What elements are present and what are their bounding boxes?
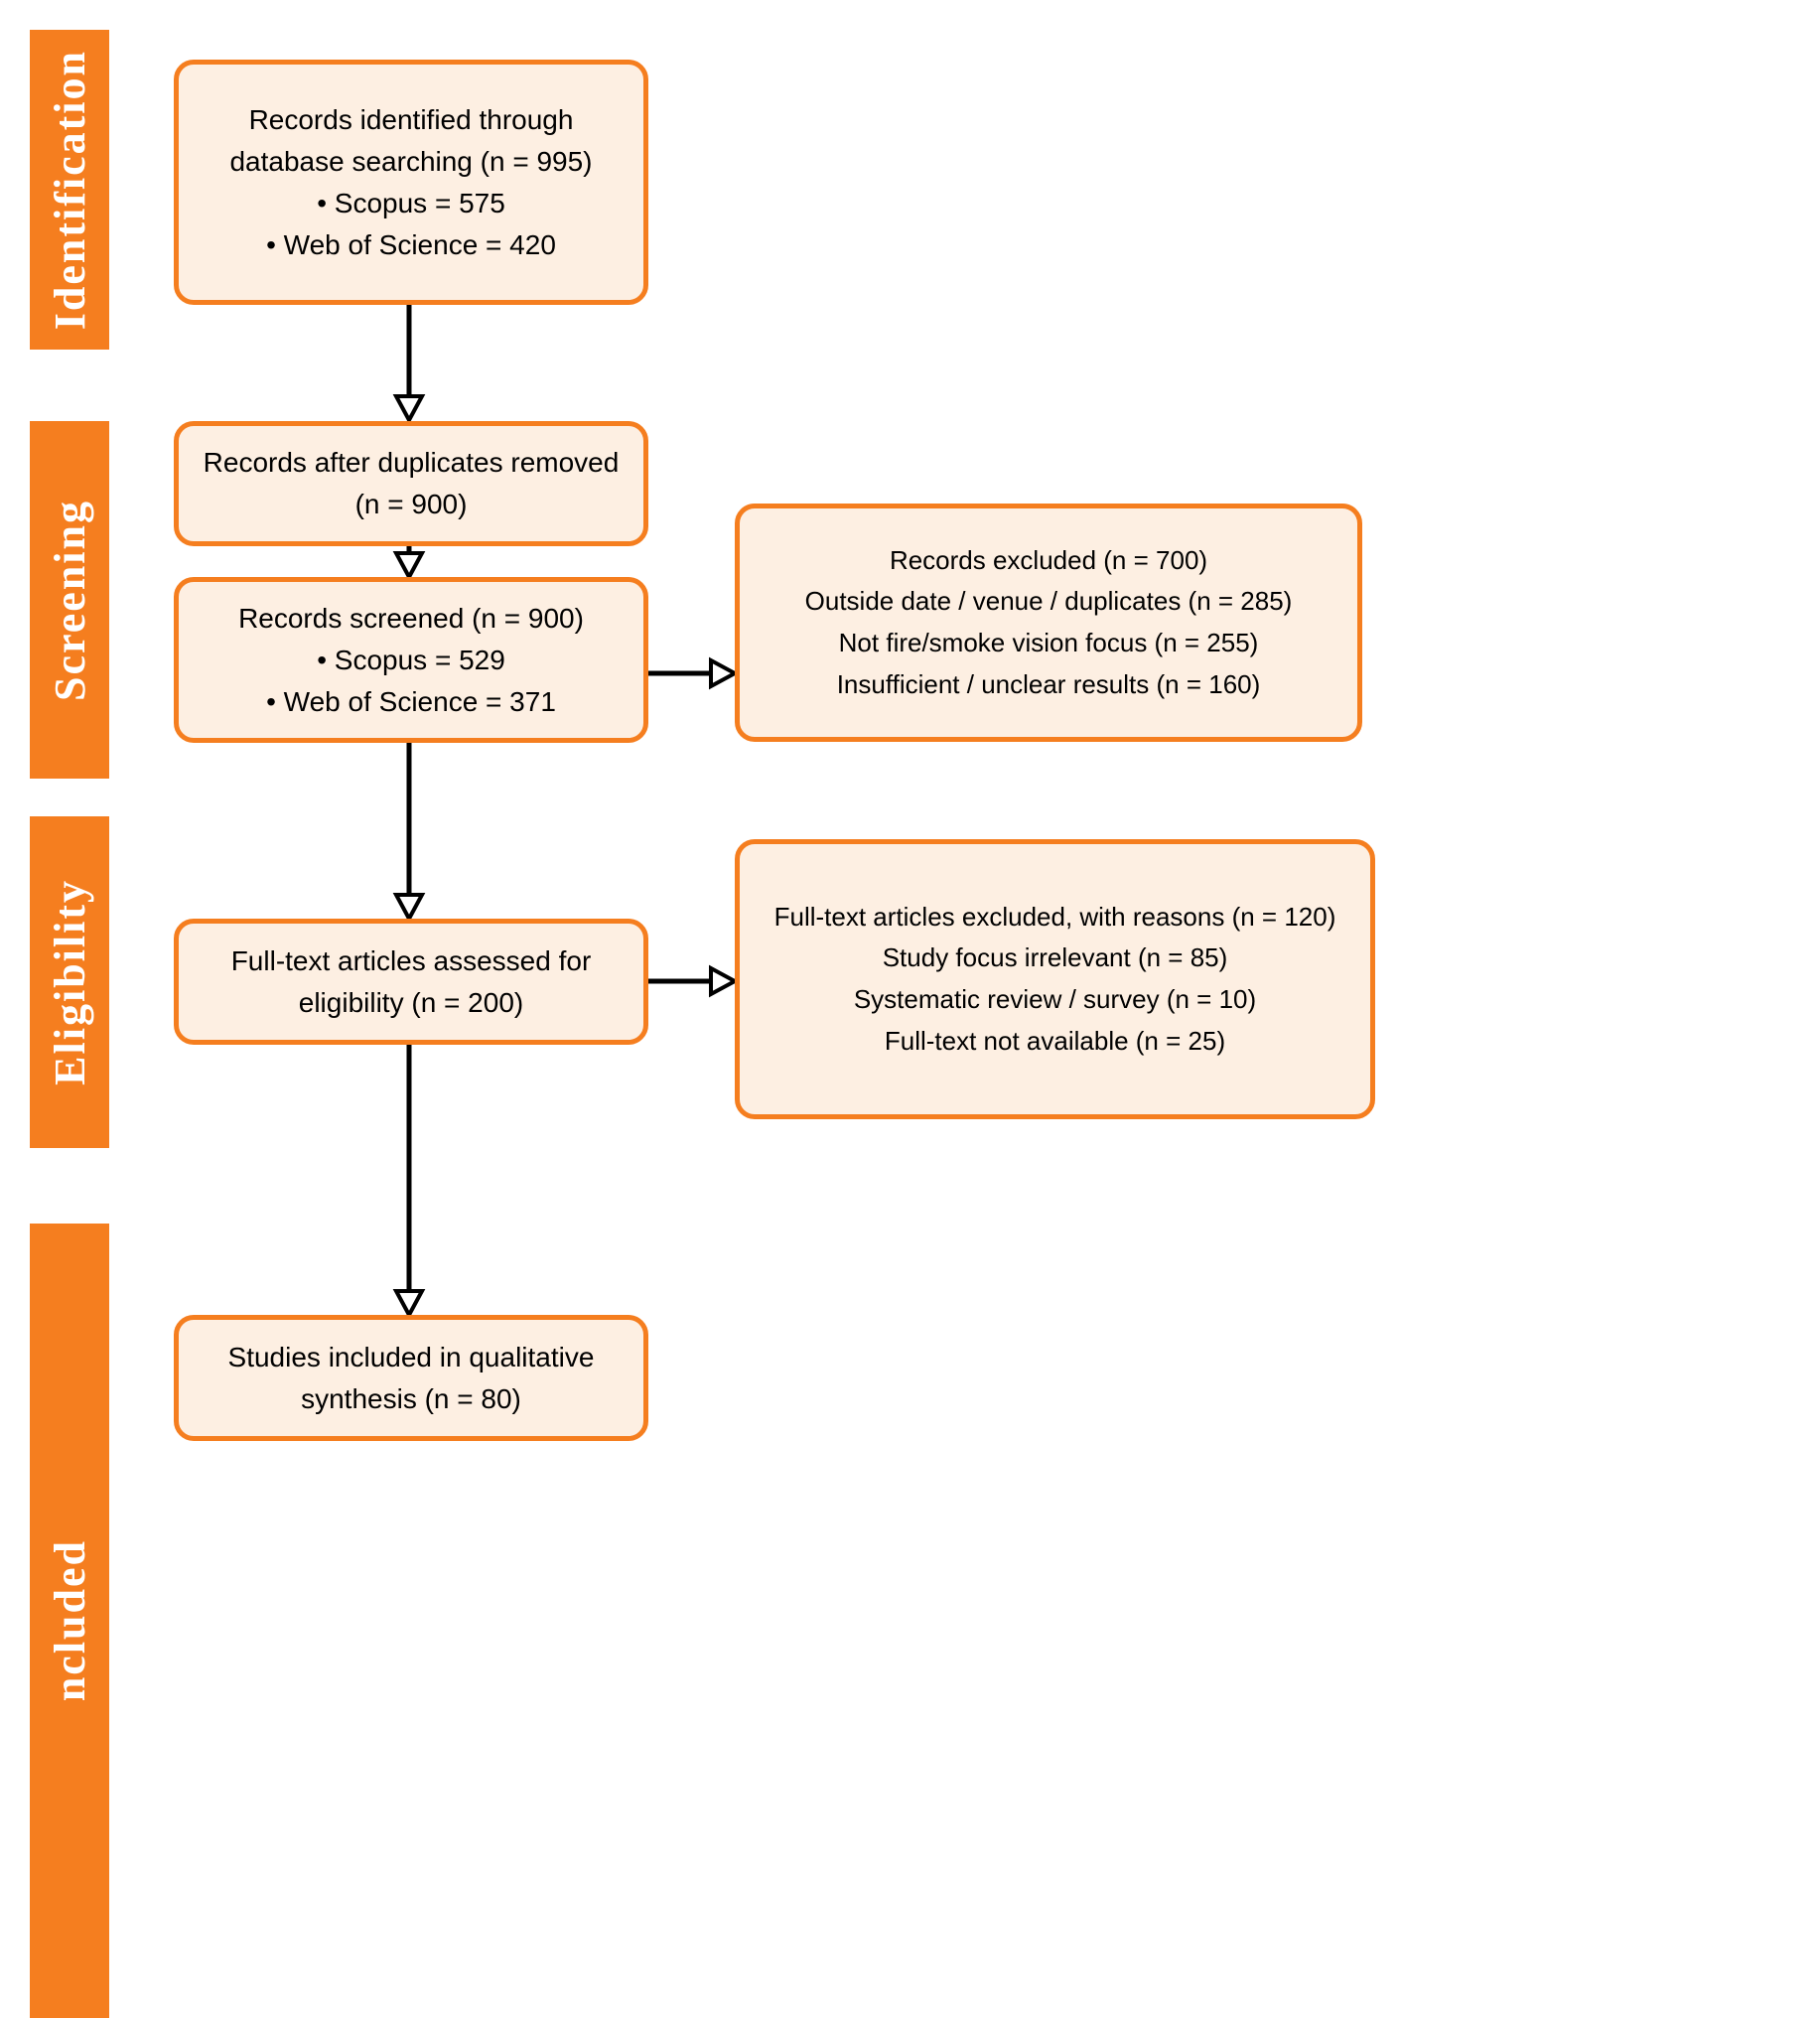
box-text-line: Outside date / venue / duplicates (n = 285) bbox=[804, 586, 1293, 617]
stage-label-screening: Screening bbox=[45, 499, 94, 701]
arrow-identified-to-duplicates bbox=[396, 305, 422, 420]
arrow-down-head bbox=[396, 396, 422, 420]
box-text-line: Full-text articles excluded, with reasons (n = 120) bbox=[773, 901, 1336, 932]
box-text-line: Insufficient / unclear results (n = 160) bbox=[836, 668, 1261, 699]
box-text-line: database searching (n = 995) bbox=[229, 145, 593, 177]
arrow-fulltext-to-excluded bbox=[648, 968, 735, 994]
box-text-line: Records excluded (n = 700) bbox=[889, 544, 1208, 575]
box-bullet-line: • Scopus = 575 bbox=[317, 187, 505, 218]
box-records-identified bbox=[174, 60, 648, 305]
box-text-line: Not fire/smoke vision focus (n = 255) bbox=[838, 628, 1259, 657]
box-text-line: Records identified through bbox=[248, 103, 574, 135]
box-text-line: (n = 900) bbox=[354, 489, 468, 519]
box-fulltext-assessed bbox=[174, 919, 648, 1045]
box-text-line: Study focus irrelevant (n = 85) bbox=[882, 942, 1228, 973]
box-text-line: Records screened (n = 900) bbox=[238, 602, 584, 634]
stage-bar-screening bbox=[30, 421, 109, 779]
arrow-fulltext-to-included bbox=[396, 1045, 422, 1315]
box-text-line: eligibility (n = 200) bbox=[298, 986, 524, 1018]
arrow-screened-to-fulltext bbox=[396, 743, 422, 919]
box-text-line: Studies included in qualitative bbox=[227, 1341, 595, 1372]
box-records-screened bbox=[174, 577, 648, 743]
box-text-line: Systematic review / survey (n = 10) bbox=[853, 984, 1257, 1014]
stage-bar-eligibility bbox=[30, 816, 109, 1148]
box-studies-included bbox=[174, 1315, 648, 1441]
box-text-line: Full-text not available (n = 25) bbox=[884, 1025, 1226, 1056]
arrow-down-head bbox=[396, 553, 422, 577]
box-fulltext-excluded bbox=[735, 839, 1375, 1119]
box-bullet-line: • Web of Science = 420 bbox=[266, 228, 556, 260]
arrow-right-head bbox=[711, 660, 735, 686]
arrow-right-head bbox=[711, 968, 735, 994]
box-bullet-line: • Web of Science = 371 bbox=[266, 685, 556, 717]
box-records-excluded bbox=[735, 504, 1362, 742]
stage-label-eligibility: Eligibility bbox=[45, 879, 94, 1085]
box-records-after-duplicates bbox=[174, 421, 648, 546]
arrow-screened-to-excluded bbox=[648, 660, 735, 686]
box-text-line: Full-text articles assessed for bbox=[230, 944, 592, 976]
arrow-duplicates-to-screened bbox=[396, 546, 422, 577]
stage-label-identification: Identification bbox=[45, 49, 94, 331]
arrow-down-head bbox=[396, 895, 422, 919]
stage-bar-included bbox=[30, 1224, 109, 2018]
box-bullet-line: • Scopus = 529 bbox=[317, 644, 505, 675]
box-text-line: synthesis (n = 80) bbox=[301, 1382, 521, 1414]
stage-label-included: ncluded bbox=[45, 1539, 94, 1702]
arrow-down-head bbox=[396, 1291, 422, 1315]
box-text-line: Records after duplicates removed bbox=[203, 447, 620, 478]
stage-bar-identification bbox=[30, 30, 109, 350]
